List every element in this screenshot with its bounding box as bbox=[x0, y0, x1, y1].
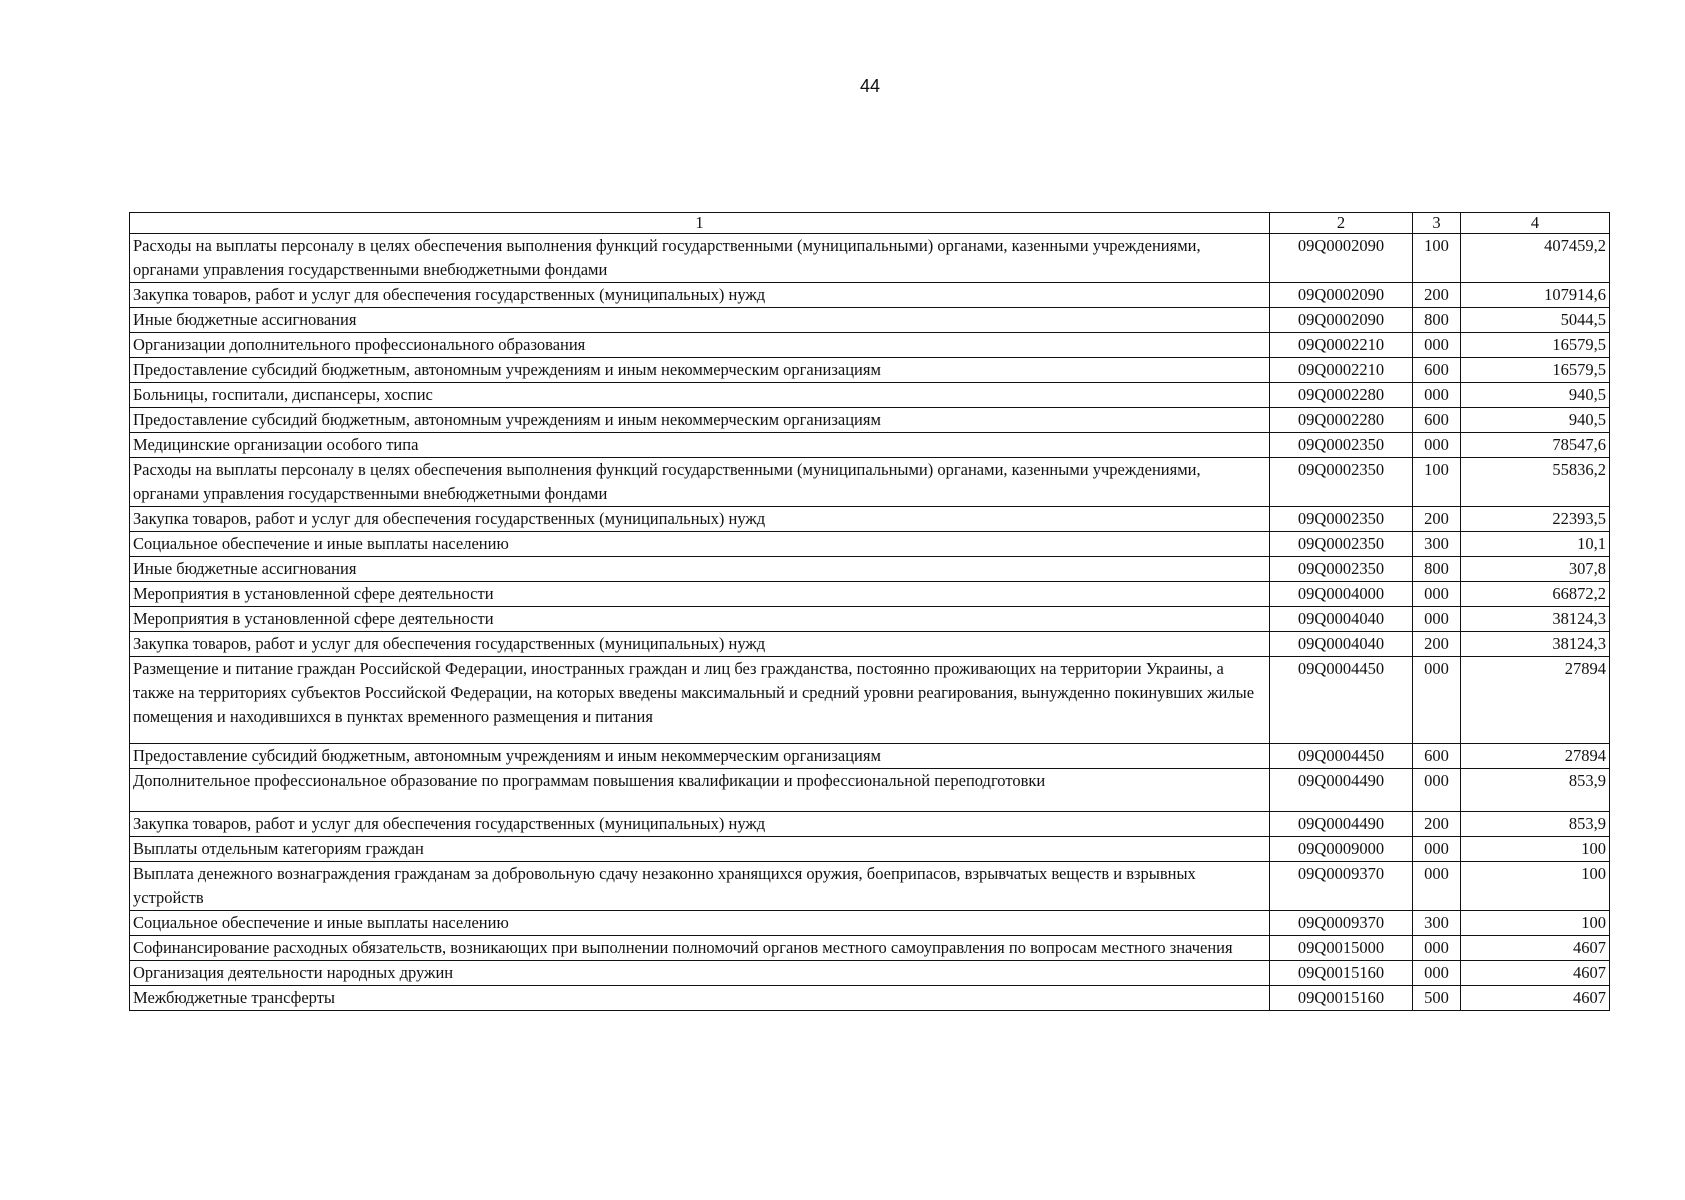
cell-amount: 27894 bbox=[1461, 657, 1610, 744]
cell-type: 000 bbox=[1413, 433, 1461, 458]
cell-type: 200 bbox=[1413, 632, 1461, 657]
cell-type: 000 bbox=[1413, 862, 1461, 911]
cell-code: 09Q0002350 bbox=[1270, 433, 1413, 458]
budget-table bbox=[129, 212, 1610, 1011]
cell-name: Предоставление субсидий бюджетным, автономным учреждениям и иным некоммерческим организациям bbox=[130, 408, 1270, 433]
cell-type: 600 bbox=[1413, 358, 1461, 383]
header-row bbox=[130, 213, 1610, 234]
cell-name: Закупка товаров, работ и услуг для обеспечения государственных (муниципальных) нужд bbox=[130, 632, 1270, 657]
cell-code: 09Q0002280 bbox=[1270, 408, 1413, 433]
cell-code: 09Q0002090 bbox=[1270, 283, 1413, 308]
table-row bbox=[130, 986, 1610, 1011]
table-row bbox=[130, 607, 1610, 632]
cell-code: 09Q0002350 bbox=[1270, 458, 1413, 507]
cell-code: 09Q0002280 bbox=[1270, 383, 1413, 408]
cell-amount: 4607 bbox=[1461, 961, 1610, 986]
cell-name: Иные бюджетные ассигнования bbox=[130, 308, 1270, 333]
cell-amount: 853,9 bbox=[1461, 812, 1610, 837]
cell-type: 200 bbox=[1413, 507, 1461, 532]
cell-name: Предоставление субсидий бюджетным, автономным учреждениям и иным некоммерческим организациям bbox=[130, 358, 1270, 383]
cell-amount: 16579,5 bbox=[1461, 333, 1610, 358]
cell-type: 500 bbox=[1413, 986, 1461, 1011]
table-row bbox=[130, 308, 1610, 333]
cell-name: Мероприятия в установленной сфере деятельности bbox=[130, 582, 1270, 607]
table-row bbox=[130, 582, 1610, 607]
cell-type: 600 bbox=[1413, 744, 1461, 769]
table-row bbox=[130, 458, 1610, 507]
table-row bbox=[130, 433, 1610, 458]
cell-type: 000 bbox=[1413, 383, 1461, 408]
cell-type: 000 bbox=[1413, 769, 1461, 812]
table-row bbox=[130, 769, 1610, 812]
cell-amount: 16579,5 bbox=[1461, 358, 1610, 383]
cell-type: 000 bbox=[1413, 936, 1461, 961]
cell-name: Выплаты отдельным категориям граждан bbox=[130, 837, 1270, 862]
cell-amount: 22393,5 bbox=[1461, 507, 1610, 532]
cell-amount: 940,5 bbox=[1461, 383, 1610, 408]
cell-name: Размещение и питание граждан Российской Федерации, иностранных граждан и лиц без гражданства, постоянно проживающих на территории Украины, а также на территориях субъектов Российской Федерации, на которых введены максимальный и средний уровни реагирования, вынужденно покинувших жилые помещения и находившихся в пунктах временного размещения и питания bbox=[130, 657, 1270, 744]
cell-name: Софинансирование расходных обязательств, возникающих при выполнении полномочий органов местного самоуправления по вопросам местного значения bbox=[130, 936, 1270, 961]
cell-code: 09Q0004000 bbox=[1270, 582, 1413, 607]
column-header-code: 2 bbox=[1270, 213, 1413, 234]
cell-code: 09Q0009370 bbox=[1270, 911, 1413, 936]
table-row bbox=[130, 936, 1610, 961]
cell-amount: 38124,3 bbox=[1461, 632, 1610, 657]
cell-type: 800 bbox=[1413, 308, 1461, 333]
cell-amount: 55836,2 bbox=[1461, 458, 1610, 507]
cell-code: 09Q0004490 bbox=[1270, 812, 1413, 837]
cell-code: 09Q0009370 bbox=[1270, 862, 1413, 911]
cell-name: Социальное обеспечение и иные выплаты населению bbox=[130, 532, 1270, 557]
cell-code: 09Q0015000 bbox=[1270, 936, 1413, 961]
cell-type: 000 bbox=[1413, 837, 1461, 862]
cell-name: Больницы, госпитали, диспансеры, хоспис bbox=[130, 383, 1270, 408]
cell-name: Организации дополнительного профессионального образования bbox=[130, 333, 1270, 358]
cell-type: 200 bbox=[1413, 812, 1461, 837]
cell-name: Расходы на выплаты персоналу в целях обеспечения выполнения функций государственными (муниципальными) органами, казенными учреждениями, органами управления государственными внебюджетными фондами bbox=[130, 458, 1270, 507]
cell-amount: 853,9 bbox=[1461, 769, 1610, 812]
cell-name: Закупка товаров, работ и услуг для обеспечения государственных (муниципальных) нужд bbox=[130, 283, 1270, 308]
table-row bbox=[130, 862, 1610, 911]
cell-amount: 38124,3 bbox=[1461, 607, 1610, 632]
table-row bbox=[130, 333, 1610, 358]
table-row bbox=[130, 383, 1610, 408]
cell-name: Расходы на выплаты персоналу в целях обеспечения выполнения функций государственными (муниципальными) органами, казенными учреждениями, органами управления государственными внебюджетными фондами bbox=[130, 234, 1270, 283]
cell-amount: 4607 bbox=[1461, 936, 1610, 961]
cell-code: 09Q0002090 bbox=[1270, 308, 1413, 333]
cell-name: Медицинские организации особого типа bbox=[130, 433, 1270, 458]
cell-type: 000 bbox=[1413, 333, 1461, 358]
cell-type: 200 bbox=[1413, 283, 1461, 308]
cell-code: 09Q0002210 bbox=[1270, 333, 1413, 358]
table-row bbox=[130, 911, 1610, 936]
cell-amount: 100 bbox=[1461, 911, 1610, 936]
cell-name: Социальное обеспечение и иные выплаты населению bbox=[130, 911, 1270, 936]
cell-type: 000 bbox=[1413, 657, 1461, 744]
cell-type: 800 bbox=[1413, 557, 1461, 582]
cell-type: 000 bbox=[1413, 961, 1461, 986]
cell-code: 09Q0002350 bbox=[1270, 507, 1413, 532]
cell-code: 09Q0002350 bbox=[1270, 532, 1413, 557]
column-header-type: 3 bbox=[1413, 213, 1461, 234]
cell-type: 300 bbox=[1413, 911, 1461, 936]
cell-type: 600 bbox=[1413, 408, 1461, 433]
cell-amount: 10,1 bbox=[1461, 532, 1610, 557]
table-row bbox=[130, 507, 1610, 532]
cell-name: Предоставление субсидий бюджетным, автономным учреждениям и иным некоммерческим организациям bbox=[130, 744, 1270, 769]
cell-code: 09Q0015160 bbox=[1270, 961, 1413, 986]
cell-code: 09Q0004450 bbox=[1270, 657, 1413, 744]
cell-amount: 407459,2 bbox=[1461, 234, 1610, 283]
table-row bbox=[130, 358, 1610, 383]
page-number: 44 bbox=[859, 76, 881, 96]
table-row bbox=[130, 557, 1610, 582]
cell-name: Закупка товаров, работ и услуг для обеспечения государственных (муниципальных) нужд bbox=[130, 507, 1270, 532]
cell-amount: 100 bbox=[1461, 837, 1610, 862]
cell-code: 09Q0004040 bbox=[1270, 607, 1413, 632]
cell-code: 09Q0015160 bbox=[1270, 986, 1413, 1011]
column-header-amount: 4 bbox=[1461, 213, 1610, 234]
cell-code: 09Q0004450 bbox=[1270, 744, 1413, 769]
cell-amount: 940,5 bbox=[1461, 408, 1610, 433]
cell-type: 100 bbox=[1413, 458, 1461, 507]
cell-amount: 78547,6 bbox=[1461, 433, 1610, 458]
cell-name: Дополнительное профессиональное образование по программам повышения квалификации и профессиональной переподготовки bbox=[130, 769, 1270, 812]
cell-amount: 307,8 bbox=[1461, 557, 1610, 582]
cell-amount: 4607 bbox=[1461, 986, 1610, 1011]
cell-type: 000 bbox=[1413, 582, 1461, 607]
table-row bbox=[130, 837, 1610, 862]
cell-name: Выплата денежного вознаграждения гражданам за добровольную сдачу незаконно хранящихся оружия, боеприпасов, взрывчатых веществ и взрывных устройств bbox=[130, 862, 1270, 911]
cell-code: 09Q0004040 bbox=[1270, 632, 1413, 657]
cell-amount: 27894 bbox=[1461, 744, 1610, 769]
table-row bbox=[130, 632, 1610, 657]
cell-name: Межбюджетные трансферты bbox=[130, 986, 1270, 1011]
cell-name: Мероприятия в установленной сфере деятельности bbox=[130, 607, 1270, 632]
table-row bbox=[130, 657, 1610, 744]
column-header-name: 1 bbox=[130, 213, 1270, 234]
cell-amount: 107914,6 bbox=[1461, 283, 1610, 308]
table-row bbox=[130, 234, 1610, 283]
cell-name: Иные бюджетные ассигнования bbox=[130, 557, 1270, 582]
cell-amount: 100 bbox=[1461, 862, 1610, 911]
table-row bbox=[130, 283, 1610, 308]
cell-code: 09Q0002090 bbox=[1270, 234, 1413, 283]
cell-type: 300 bbox=[1413, 532, 1461, 557]
table-row bbox=[130, 532, 1610, 557]
cell-type: 000 bbox=[1413, 607, 1461, 632]
table-row bbox=[130, 408, 1610, 433]
table-row bbox=[130, 961, 1610, 986]
table-row bbox=[130, 812, 1610, 837]
cell-code: 09Q0009000 bbox=[1270, 837, 1413, 862]
table-row bbox=[130, 744, 1610, 769]
cell-name: Организация деятельности народных дружин bbox=[130, 961, 1270, 986]
cell-code: 09Q0002350 bbox=[1270, 557, 1413, 582]
cell-amount: 66872,2 bbox=[1461, 582, 1610, 607]
cell-amount: 5044,5 bbox=[1461, 308, 1610, 333]
cell-code: 09Q0004490 bbox=[1270, 769, 1413, 812]
cell-name: Закупка товаров, работ и услуг для обеспечения государственных (муниципальных) нужд bbox=[130, 812, 1270, 837]
cell-type: 100 bbox=[1413, 234, 1461, 283]
cell-code: 09Q0002210 bbox=[1270, 358, 1413, 383]
